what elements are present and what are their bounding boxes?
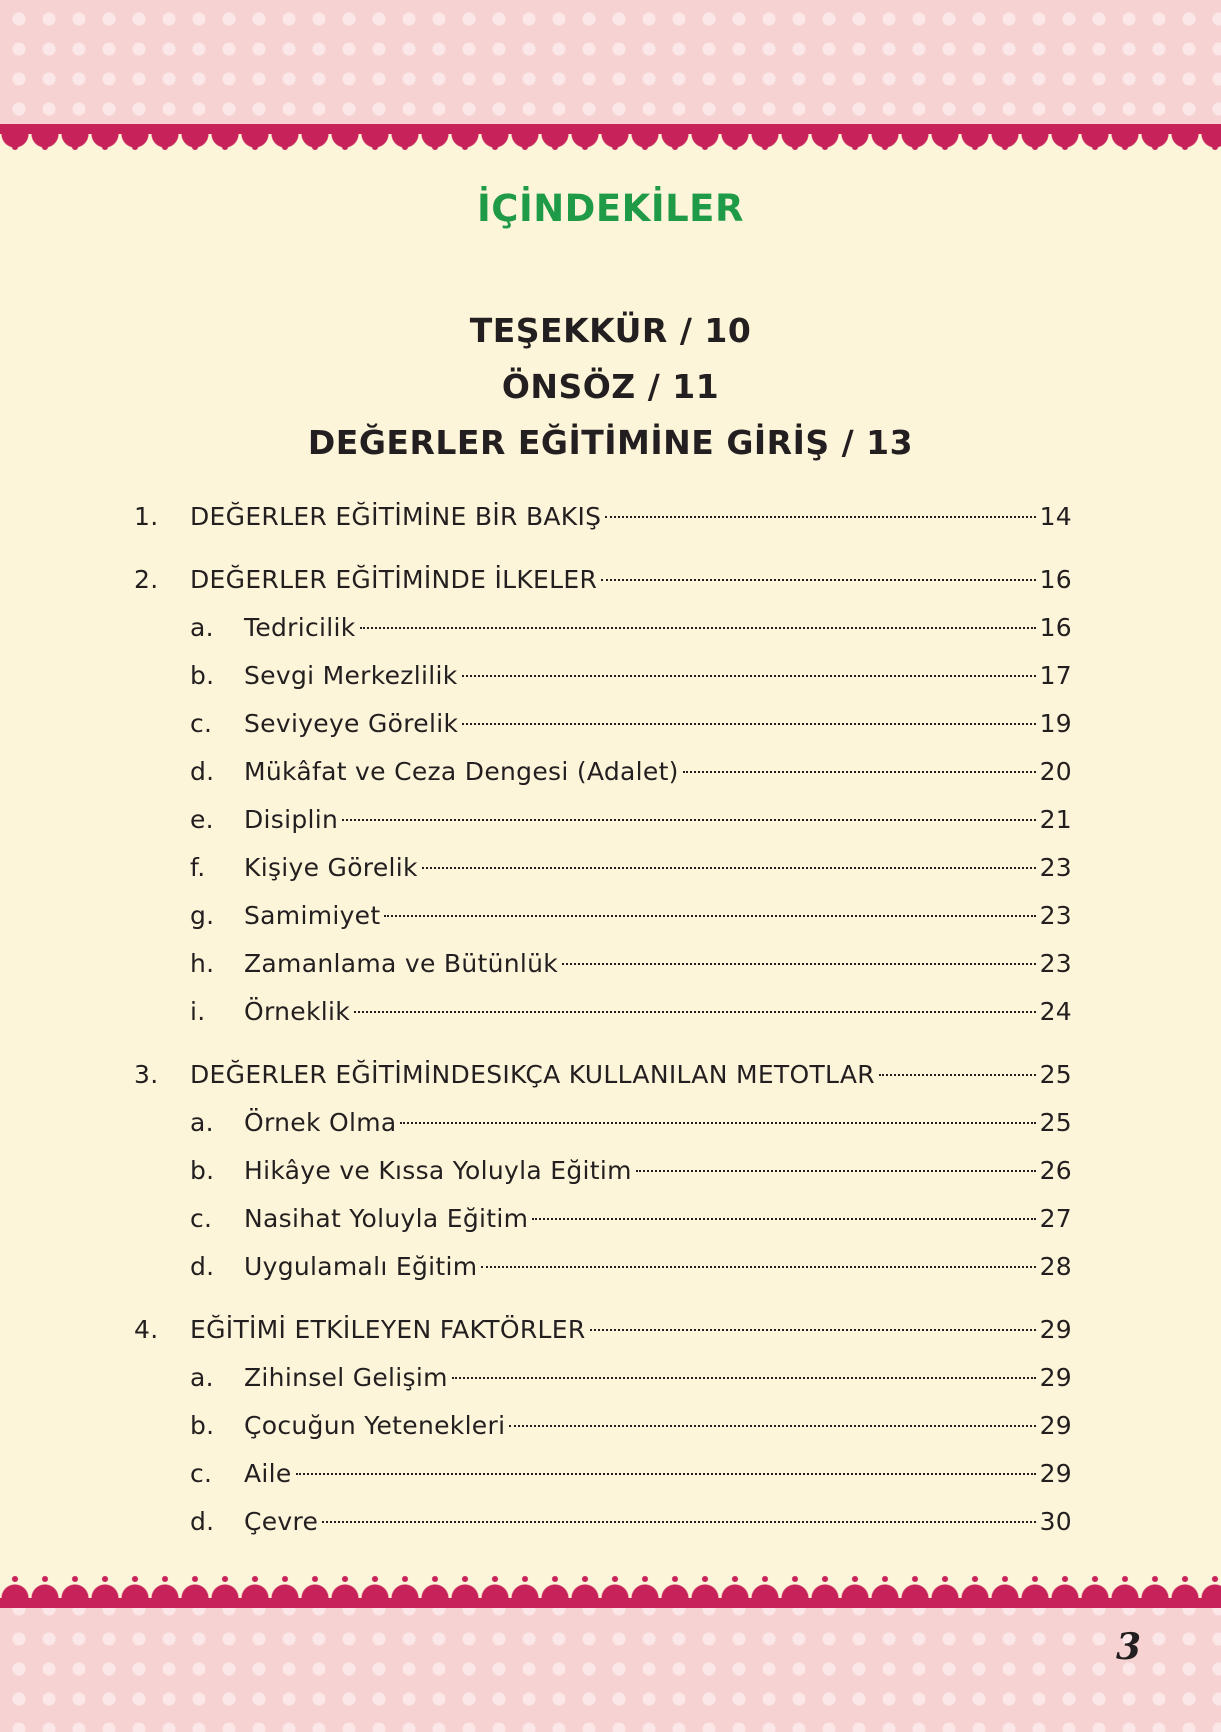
dot-leader	[360, 627, 1036, 629]
item-page-number: 29	[1039, 1459, 1072, 1488]
item-letter: d.	[190, 1507, 215, 1536]
item-page-number: 20	[1039, 757, 1072, 786]
section-title: DEĞERLER EĞİTİMİNDE İLKELER	[190, 565, 598, 594]
item-page-number: 27	[1039, 1204, 1072, 1233]
dot-leader	[342, 819, 1035, 821]
item-title: Kişiye Görelik	[244, 853, 418, 882]
item-title: Örnek Olma	[244, 1108, 397, 1137]
item-page-number: 24	[1039, 997, 1072, 1026]
toc-item-row	[134, 1354, 1072, 1402]
dot-leader	[322, 1521, 1035, 1523]
dot-leader	[601, 579, 1035, 581]
item-page-number: 23	[1039, 949, 1072, 978]
bottom-dot-trim	[0, 1576, 1221, 1582]
dot-leader	[481, 1266, 1035, 1268]
dot-leader	[605, 516, 1035, 518]
heading-acknowledgements: TEŞEKKÜR / 10	[469, 311, 752, 350]
item-title: Samimiyet	[244, 901, 381, 930]
section-number: 2.	[134, 565, 159, 594]
dot-leader	[422, 867, 1036, 869]
item-page-number: 16	[1039, 613, 1072, 642]
dot-leader	[452, 1377, 1036, 1379]
toc-item-row	[134, 652, 1072, 700]
dot-leader	[532, 1218, 1035, 1220]
toc-section-row	[134, 1306, 1072, 1354]
section-page-number: 29	[1039, 1315, 1072, 1344]
toc-section-row	[134, 556, 1072, 604]
item-page-number: 17	[1039, 661, 1072, 690]
item-page-number: 19	[1039, 709, 1072, 738]
section-number: 1.	[134, 502, 159, 531]
section-title: DEĞERLER EĞİTİMİNDESIKÇA KULLANILAN METOTLAR	[190, 1060, 875, 1089]
item-page-number: 29	[1039, 1411, 1072, 1440]
dot-leader	[354, 1011, 1036, 1013]
toc-item-row	[134, 1498, 1072, 1546]
dot-leader	[462, 723, 1035, 725]
item-letter: c.	[190, 1204, 213, 1233]
item-page-number: 26	[1039, 1156, 1072, 1185]
item-letter: b.	[190, 661, 215, 690]
toc-item-row	[134, 748, 1072, 796]
item-letter: g.	[190, 901, 215, 930]
item-title: Seviyeye Görelik	[244, 709, 459, 738]
item-page-number: 30	[1039, 1507, 1072, 1536]
page-title: İÇİNDEKİLER	[477, 187, 744, 230]
item-title: Çocuğun Yetenekleri	[244, 1411, 506, 1440]
dot-leader	[683, 771, 1036, 773]
dot-leader	[509, 1425, 1035, 1427]
item-letter: c.	[190, 709, 213, 738]
toc-item-row	[134, 940, 1072, 988]
bottom-scallop-trim	[0, 1584, 1221, 1598]
item-title: Uygulamalı Eğitim	[244, 1252, 478, 1281]
toc-item-row	[134, 1450, 1072, 1498]
section-page-number: 16	[1039, 565, 1072, 594]
toc-item-row	[134, 988, 1072, 1036]
dot-leader	[462, 675, 1036, 677]
item-title: Sevgi Merkezlilik	[244, 661, 458, 690]
item-letter: f.	[190, 853, 206, 882]
dot-leader	[879, 1074, 1036, 1076]
item-title: Örneklik	[244, 997, 350, 1026]
section-number: 3.	[134, 1060, 159, 1089]
item-title: Çevre	[244, 1507, 319, 1536]
item-page-number: 28	[1039, 1252, 1072, 1281]
item-letter: e.	[190, 805, 214, 834]
section-page-number: 25	[1039, 1060, 1072, 1089]
item-letter: d.	[190, 757, 215, 786]
section-title: EĞİTİMİ ETKİLEYEN FAKTÖRLER	[190, 1315, 586, 1344]
page-number: 3	[1116, 1626, 1142, 1668]
section-title: DEĞERLER EĞİTİMİNE BİR BAKIŞ	[190, 502, 602, 531]
toc-item-row	[134, 700, 1072, 748]
item-title: Zamanlama ve Bütünlük	[244, 949, 559, 978]
item-letter: c.	[190, 1459, 213, 1488]
toc-item-row	[134, 604, 1072, 652]
section-page-number: 14	[1039, 502, 1072, 531]
item-page-number: 29	[1039, 1363, 1072, 1392]
item-title: Hikâye ve Kıssa Yoluyla Eğitim	[244, 1156, 632, 1185]
toc-section-row	[134, 1051, 1072, 1099]
item-letter: i.	[190, 997, 206, 1026]
toc-item-row	[134, 796, 1072, 844]
dot-leader	[590, 1329, 1036, 1331]
item-letter: h.	[190, 949, 215, 978]
heading-preface: ÖNSÖZ / 11	[501, 367, 720, 406]
item-letter: a.	[190, 1108, 214, 1137]
toc-item-row	[134, 1195, 1072, 1243]
dot-leader	[400, 1122, 1035, 1124]
dot-leader	[636, 1170, 1036, 1172]
item-letter: b.	[190, 1156, 215, 1185]
top-border-band	[0, 124, 1221, 134]
item-title: Aile	[244, 1459, 292, 1488]
dot-leader	[384, 915, 1035, 917]
toc-item-row	[134, 1147, 1072, 1195]
toc-item-row	[134, 892, 1072, 940]
table-of-contents	[134, 493, 1072, 1546]
item-page-number: 21	[1039, 805, 1072, 834]
dot-leader	[562, 963, 1036, 965]
item-letter: d.	[190, 1252, 215, 1281]
toc-item-row	[134, 1243, 1072, 1291]
item-letter: b.	[190, 1411, 215, 1440]
dot-leader	[296, 1473, 1036, 1475]
item-title: Zihinsel Gelişim	[244, 1363, 448, 1392]
heading-introduction: DEĞERLER EĞİTİMİNE GİRİŞ / 13	[307, 423, 914, 462]
toc-item-row	[134, 1099, 1072, 1147]
toc-section-row	[134, 493, 1072, 541]
item-page-number: 23	[1039, 853, 1072, 882]
item-title: Nasihat Yoluyla Eğitim	[244, 1204, 529, 1233]
item-title: Tedricilik	[244, 613, 356, 642]
section-number: 4.	[134, 1315, 159, 1344]
item-page-number: 25	[1039, 1108, 1072, 1137]
toc-item-row	[134, 844, 1072, 892]
item-letter: a.	[190, 1363, 214, 1392]
item-title: Disiplin	[244, 805, 339, 834]
item-letter: a.	[190, 613, 214, 642]
bottom-border-band	[0, 1598, 1221, 1608]
item-title: Mükâfat ve Ceza Dengesi (Adalet)	[244, 757, 679, 786]
item-page-number: 23	[1039, 901, 1072, 930]
toc-item-row	[134, 1402, 1072, 1450]
top-scallop-trim	[0, 134, 1221, 148]
